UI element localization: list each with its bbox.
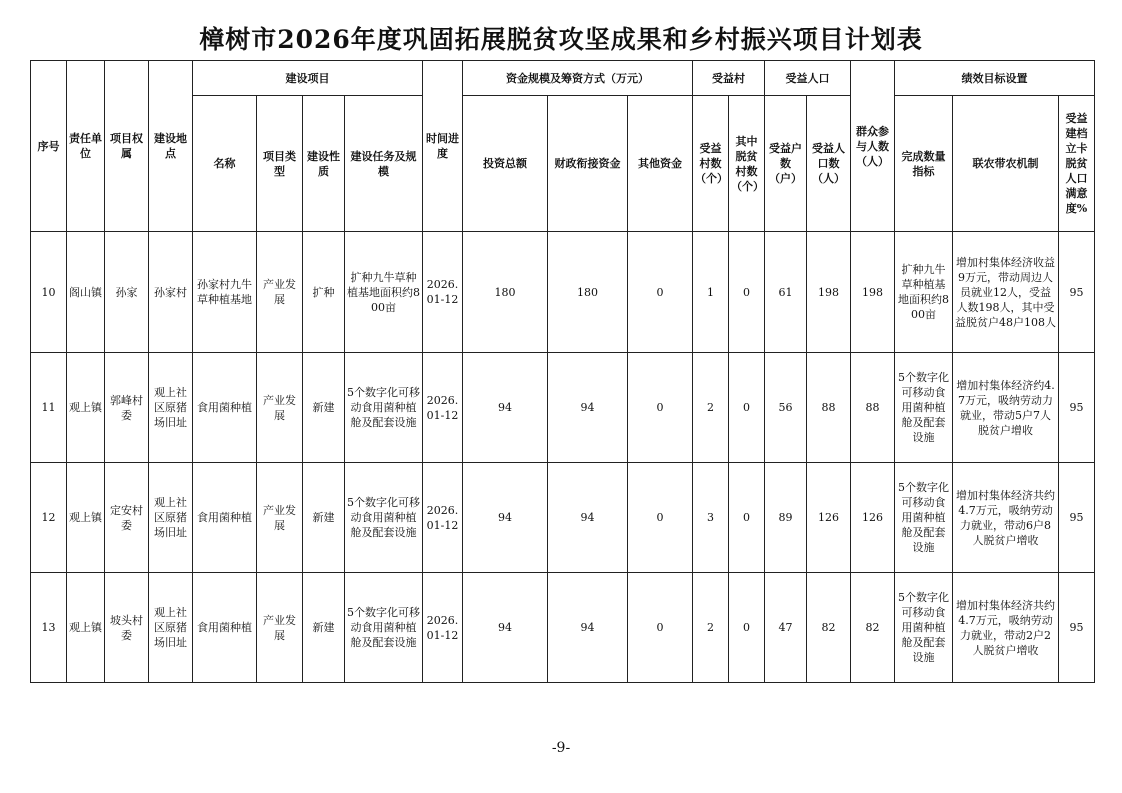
cell-poor-villages: 0 (729, 353, 765, 463)
cell-quantity: 5个数字化可移动食用菌种植舱及配套设施 (895, 353, 953, 463)
cell-total: 94 (463, 463, 548, 573)
header-name: 名称 (193, 96, 257, 232)
cell-fiscal: 180 (548, 232, 628, 353)
cell-poor-villages: 0 (729, 232, 765, 353)
cell-task: 5个数字化可移动食用菌种植舱及配套设施 (345, 353, 423, 463)
header-villages: 受益村数（个） (693, 96, 729, 232)
cell-participants: 88 (851, 353, 895, 463)
header-nature: 建设性质 (303, 96, 345, 232)
cell-type: 产业发展 (257, 463, 303, 573)
cell-location: 孙家村 (149, 232, 193, 353)
header-task: 建设任务及规模 (345, 96, 423, 232)
cell-poor-villages: 0 (729, 463, 765, 573)
cell-other: 0 (628, 463, 693, 573)
cell-nature: 新建 (303, 463, 345, 573)
cell-name: 食用菌种植 (193, 573, 257, 683)
cell-nature: 新建 (303, 573, 345, 683)
cell-quantity: 5个数字化可移动食用菌种植舱及配套设施 (895, 463, 953, 573)
header-schedule: 时间进度 (423, 61, 463, 232)
cell-total: 94 (463, 353, 548, 463)
table-row (31, 463, 1095, 573)
header-ownership: 项目权属 (105, 61, 149, 232)
header-mechanism: 联农带农机制 (953, 96, 1059, 232)
cell-total: 180 (463, 232, 548, 353)
cell-type: 产业发展 (257, 232, 303, 353)
cell-villages: 2 (693, 573, 729, 683)
cell-villages: 3 (693, 463, 729, 573)
cell-schedule: 2026.01-12 (423, 573, 463, 683)
cell-name: 食用菌种植 (193, 353, 257, 463)
cell-poor-villages: 0 (729, 573, 765, 683)
project-plan-table (30, 60, 1095, 683)
cell-location: 观上社区原猪场旧址 (149, 353, 193, 463)
cell-unit: 观上镇 (67, 353, 105, 463)
header-poor-villages: 其中脱贫村数（个） (729, 96, 765, 232)
cell-satisfaction: 95 (1059, 353, 1095, 463)
page-number: -9- (551, 740, 571, 756)
cell-ownership: 坡头村委 (105, 573, 149, 683)
header-participants: 群众参与人数（人） (851, 61, 895, 232)
header-people: 受益人口数（人） (807, 96, 851, 232)
cell-name: 孙家村九牛草种植基地 (193, 232, 257, 353)
cell-unit: 观上镇 (67, 463, 105, 573)
cell-people: 198 (807, 232, 851, 353)
cell-satisfaction: 95 (1059, 573, 1095, 683)
header-households: 受益户数（户） (765, 96, 807, 232)
cell-people: 82 (807, 573, 851, 683)
cell-ownership: 郭峰村委 (105, 353, 149, 463)
cell-villages: 2 (693, 353, 729, 463)
cell-task: 5个数字化可移动食用菌种植舱及配套设施 (345, 573, 423, 683)
cell-mechanism: 增加村集体经济共约4.7万元，吸纳劳动力就业，带动2户2人脱贫户增收 (953, 573, 1059, 683)
cell-type: 产业发展 (257, 353, 303, 463)
cell-task: 扩种九牛草种植基地面积约800亩 (345, 232, 423, 353)
cell-other: 0 (628, 353, 693, 463)
table-row (31, 353, 1095, 463)
cell-mechanism: 增加村集体经济约4.7万元，吸纳劳动力就业，带动5户7人脱贫户增收 (953, 353, 1059, 463)
cell-other: 0 (628, 573, 693, 683)
cell-unit: 阁山镇 (67, 232, 105, 353)
cell-total: 94 (463, 573, 548, 683)
header-village-group: 受益村 (693, 61, 765, 96)
cell-households: 56 (765, 353, 807, 463)
table-row (31, 232, 1095, 353)
header-other: 其他资金 (628, 96, 693, 232)
cell-mechanism: 增加村集体经济共约4.7万元，吸纳劳动力就业，带动6户8人脱贫户增收 (953, 463, 1059, 573)
header-perf-group: 绩效目标设置 (895, 61, 1095, 96)
header-satisfaction: 受益建档立卡脱贫人口满意度% (1059, 96, 1095, 232)
cell-schedule: 2026.01-12 (423, 232, 463, 353)
cell-type: 产业发展 (257, 573, 303, 683)
cell-households: 47 (765, 573, 807, 683)
cell-participants: 82 (851, 573, 895, 683)
header-row-group (31, 61, 1095, 96)
cell-seq: 12 (31, 463, 67, 573)
cell-schedule: 2026.01-12 (423, 353, 463, 463)
cell-satisfaction: 95 (1059, 463, 1095, 573)
cell-quantity: 扩种九牛草种植基地面积约800亩 (895, 232, 953, 353)
cell-people: 126 (807, 463, 851, 573)
header-pop-group: 受益人口 (765, 61, 851, 96)
cell-nature: 新建 (303, 353, 345, 463)
header-type: 项目类型 (257, 96, 303, 232)
cell-task: 5个数字化可移动食用菌种植舱及配套设施 (345, 463, 423, 573)
cell-villages: 1 (693, 232, 729, 353)
cell-nature: 扩种 (303, 232, 345, 353)
cell-seq: 11 (31, 353, 67, 463)
table-row (31, 573, 1095, 683)
cell-fiscal: 94 (548, 573, 628, 683)
cell-other: 0 (628, 232, 693, 353)
header-total: 投资总额 (463, 96, 548, 232)
header-seq: 序号 (31, 61, 67, 232)
header-fiscal: 财政衔接资金 (548, 96, 628, 232)
header-quantity: 完成数量指标 (895, 96, 953, 232)
header-unit: 责任单位 (67, 61, 105, 232)
cell-location: 观上社区原猪场旧址 (149, 463, 193, 573)
cell-fiscal: 94 (548, 353, 628, 463)
cell-households: 89 (765, 463, 807, 573)
cell-seq: 13 (31, 573, 67, 683)
cell-ownership: 孙家 (105, 232, 149, 353)
cell-mechanism: 增加村集体经济收益9万元，带动周边人员就业12人，受益人数198人，其中受益脱贫户48户108人 (953, 232, 1059, 353)
cell-schedule: 2026.01-12 (423, 463, 463, 573)
cell-participants: 198 (851, 232, 895, 353)
cell-location: 观上社区原猪场旧址 (149, 573, 193, 683)
header-project-group: 建设项目 (193, 61, 423, 96)
cell-name: 食用菌种植 (193, 463, 257, 573)
cell-households: 61 (765, 232, 807, 353)
cell-satisfaction: 95 (1059, 232, 1095, 353)
cell-fiscal: 94 (548, 463, 628, 573)
cell-unit: 观上镇 (67, 573, 105, 683)
cell-people: 88 (807, 353, 851, 463)
cell-ownership: 定安村委 (105, 463, 149, 573)
header-location: 建设地点 (149, 61, 193, 232)
page-title: 樟树市2026年度巩固拓展脱贫攻坚成果和乡村振兴项目计划表 (199, 25, 923, 54)
cell-participants: 126 (851, 463, 895, 573)
header-fund-group: 资金规模及筹资方式（万元） (463, 61, 693, 96)
cell-quantity: 5个数字化可移动食用菌种植舱及配套设施 (895, 573, 953, 683)
cell-seq: 10 (31, 232, 67, 353)
